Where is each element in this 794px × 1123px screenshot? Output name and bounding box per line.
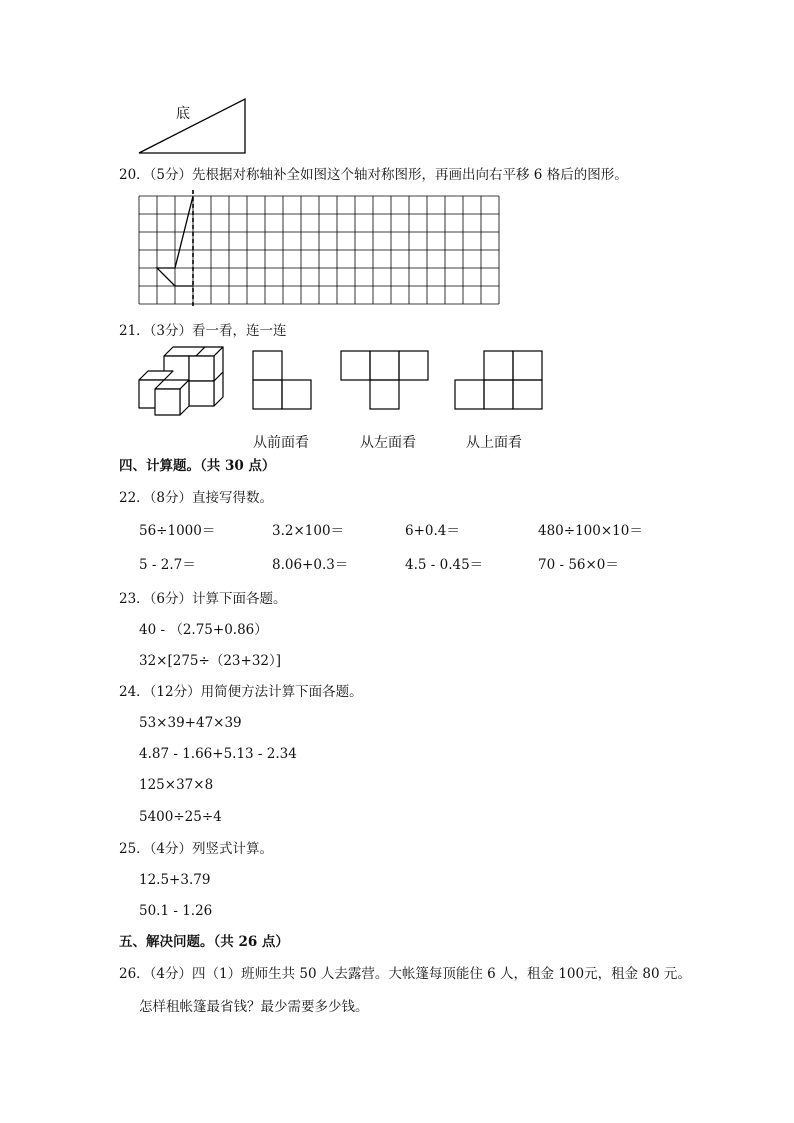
q24-item-2: 4.87 - 1.66+5.13 - 2.34 xyxy=(139,746,297,762)
view-label-front: 从前面看 xyxy=(253,435,309,451)
view-label-top: 从上面看 xyxy=(466,435,522,451)
q23-item-1: 40 - （2.75+0.86） xyxy=(139,622,268,638)
q26-line-2: 怎样租帐篷最省钱？最少需要多少钱。 xyxy=(139,999,369,1015)
view2-sq-tl xyxy=(341,351,370,380)
view3-sq-tm xyxy=(484,351,513,380)
view3-sq-bl xyxy=(455,380,484,409)
q25-item-1: 12.5+3.79 xyxy=(139,872,211,888)
view1-sq-top xyxy=(253,351,282,380)
view2-sq-tr xyxy=(399,351,428,380)
q22-r2-c2: 8.06+0.3＝ xyxy=(272,557,349,573)
triangle-base-label: 底 xyxy=(176,106,190,122)
view2-sq-tm xyxy=(370,351,399,380)
q22-r2-c1: 5 - 2.7＝ xyxy=(139,557,196,573)
view3-sq-bm xyxy=(484,380,513,409)
view3-sq-br xyxy=(513,380,542,409)
q22-r1-c1: 56÷1000＝ xyxy=(139,523,216,539)
q24-text: 24．（12分）用简便方法计算下面各题。 xyxy=(119,684,363,700)
q22-r1-c4: 480÷100×10＝ xyxy=(538,523,643,539)
section4-heading: 四、计算题。（共 30 点） xyxy=(119,458,276,474)
q25-item-2: 50.1 - 1.26 xyxy=(139,903,213,919)
q24-item-4: 5400÷25÷4 xyxy=(139,809,222,825)
view3-sq-tr xyxy=(513,351,542,380)
q22-r1-c2: 3.2×100＝ xyxy=(272,523,345,539)
section5-heading: 五、解决问题。（共 26 点） xyxy=(119,934,289,950)
q21-text: 21．（3分）看一看，连一连 xyxy=(119,323,287,339)
view-label-left: 从左面看 xyxy=(360,435,416,451)
q24-item-1: 53×39+47×39 xyxy=(139,715,242,731)
view1-sq-br xyxy=(282,380,311,409)
q25-text: 25．（4分）列竖式计算。 xyxy=(119,841,274,857)
q22-r1-c3: 6+0.4＝ xyxy=(405,523,460,539)
view2-sq-bottom xyxy=(370,380,399,409)
q22-text: 22．（8分）直接写得数。 xyxy=(119,490,274,506)
q23-text: 23．（6分）计算下面各题。 xyxy=(119,591,287,607)
view1-sq-bl xyxy=(253,380,282,409)
q22-r2-c4: 70 - 56×0＝ xyxy=(538,557,619,573)
q23-item-2: 32×[275÷（23+32）] xyxy=(139,653,282,669)
q24-item-3: 125×37×8 xyxy=(139,777,214,793)
q26-line-1: 26．（4分）四（1）班师生共 50 人去露营。大帐篷每顶能住 6 人，租金 100元，租金 80 元。 xyxy=(119,966,691,982)
q22-r2-c3: 4.5 - 0.45＝ xyxy=(405,557,484,573)
q20-text: 20．（5分）先根据对称轴补全如图这个轴对称图形，再画出向右平移 6 格后的图形。 xyxy=(119,167,628,183)
